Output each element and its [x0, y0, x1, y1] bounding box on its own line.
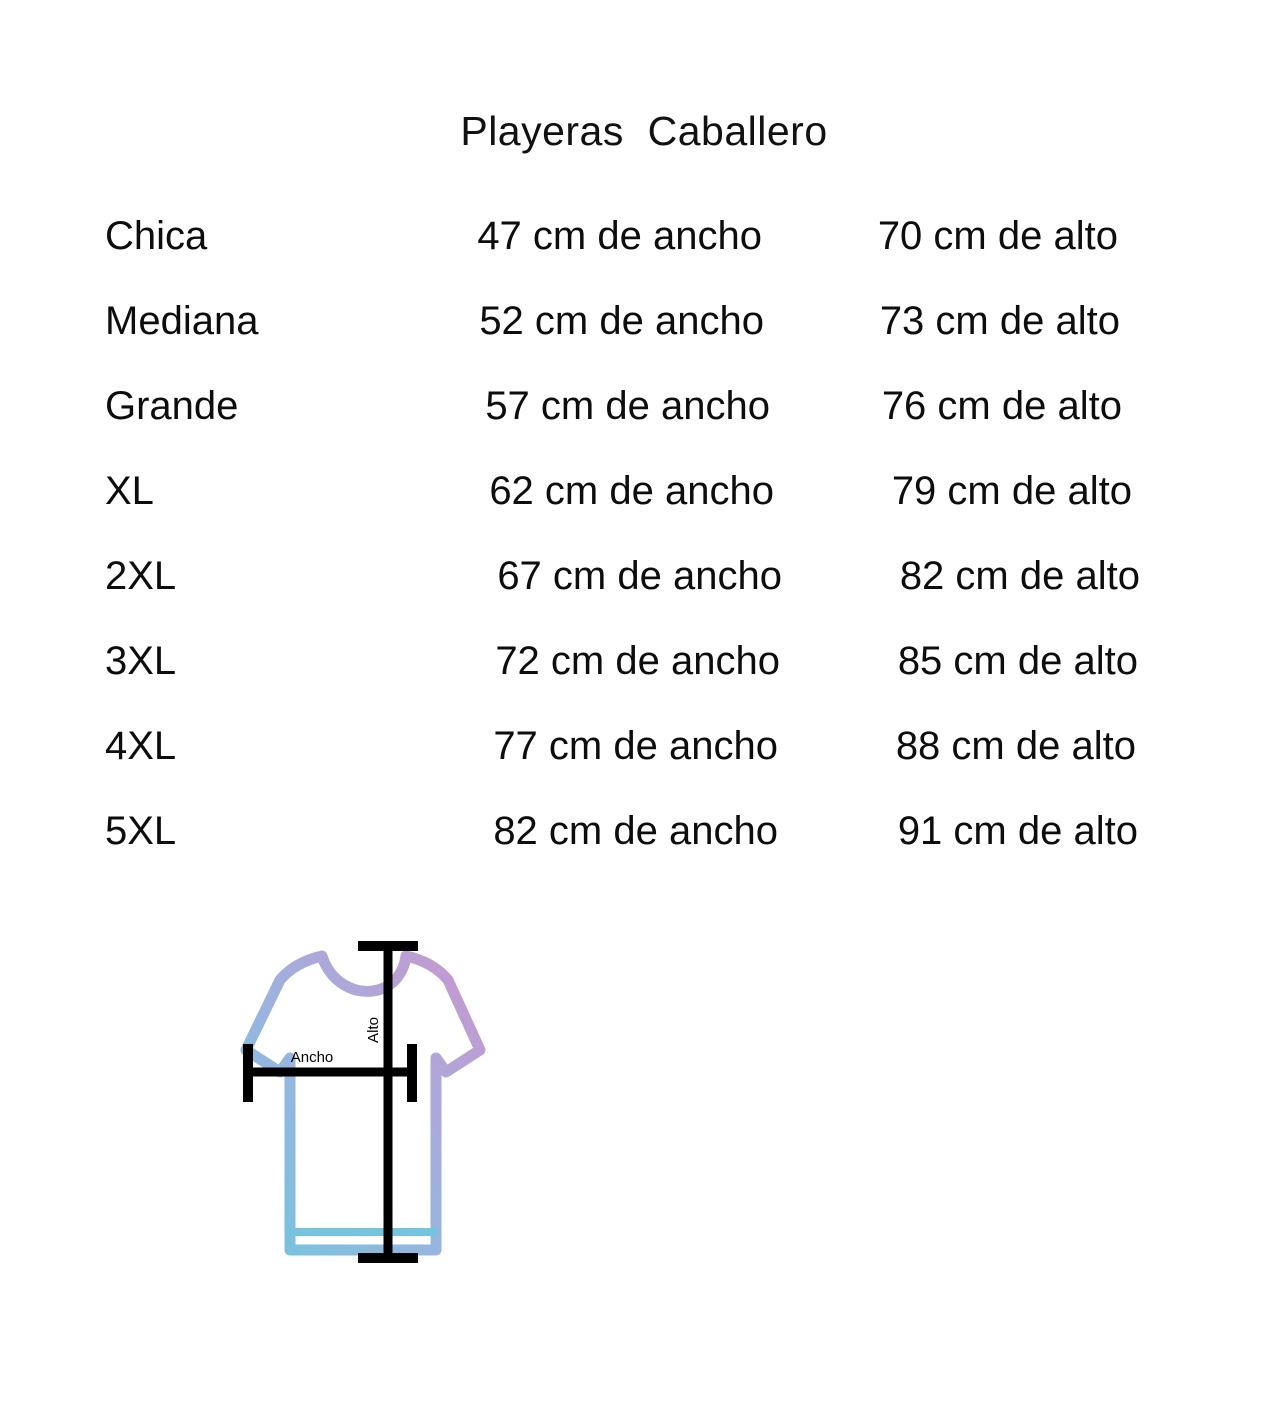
size-table — [100, 214, 1210, 894]
height-value: 79 cm de alto — [891, 469, 1132, 513]
width-value: 52 cm de ancho — [479, 299, 764, 343]
height-value: 91 cm de alto — [897, 809, 1138, 853]
size-label: 2XL — [105, 554, 177, 598]
size-label: XL — [105, 469, 154, 513]
table-row — [100, 299, 1210, 384]
height-value: 76 cm de alto — [881, 384, 1122, 428]
table-row — [100, 724, 1210, 809]
width-label: Ancho — [290, 1049, 334, 1066]
size-label: Chica — [105, 214, 208, 258]
table-row — [100, 639, 1210, 724]
width-value: 57 cm de ancho — [485, 384, 770, 428]
height-label: Alto — [365, 1017, 382, 1043]
height-value: 85 cm de alto — [897, 639, 1138, 683]
width-value: 62 cm de ancho — [489, 469, 774, 513]
tshirt-outline-icon — [246, 956, 480, 1250]
size-label: 3XL — [105, 639, 177, 683]
height-value: 73 cm de alto — [879, 299, 1120, 343]
table-row — [100, 214, 1210, 299]
size-label: Grande — [105, 384, 239, 428]
width-value: 77 cm de ancho — [493, 724, 778, 768]
table-row — [100, 384, 1210, 469]
height-value: 82 cm de alto — [899, 554, 1140, 598]
table-row — [100, 469, 1210, 554]
table-row — [100, 809, 1210, 894]
width-value: 82 cm de ancho — [493, 809, 778, 853]
tshirt-measurement-diagram — [150, 920, 550, 1300]
height-value: 88 cm de alto — [895, 724, 1136, 768]
table-row — [100, 554, 1210, 639]
page-title: Playeras Caballero — [460, 108, 828, 154]
size-label: 4XL — [105, 724, 177, 768]
size-label: Mediana — [105, 299, 259, 343]
height-value: 70 cm de alto — [877, 214, 1118, 258]
size-label: 5XL — [105, 809, 177, 853]
width-value: 47 cm de ancho — [477, 214, 762, 258]
width-value: 72 cm de ancho — [495, 639, 780, 683]
width-value: 67 cm de ancho — [497, 554, 782, 598]
